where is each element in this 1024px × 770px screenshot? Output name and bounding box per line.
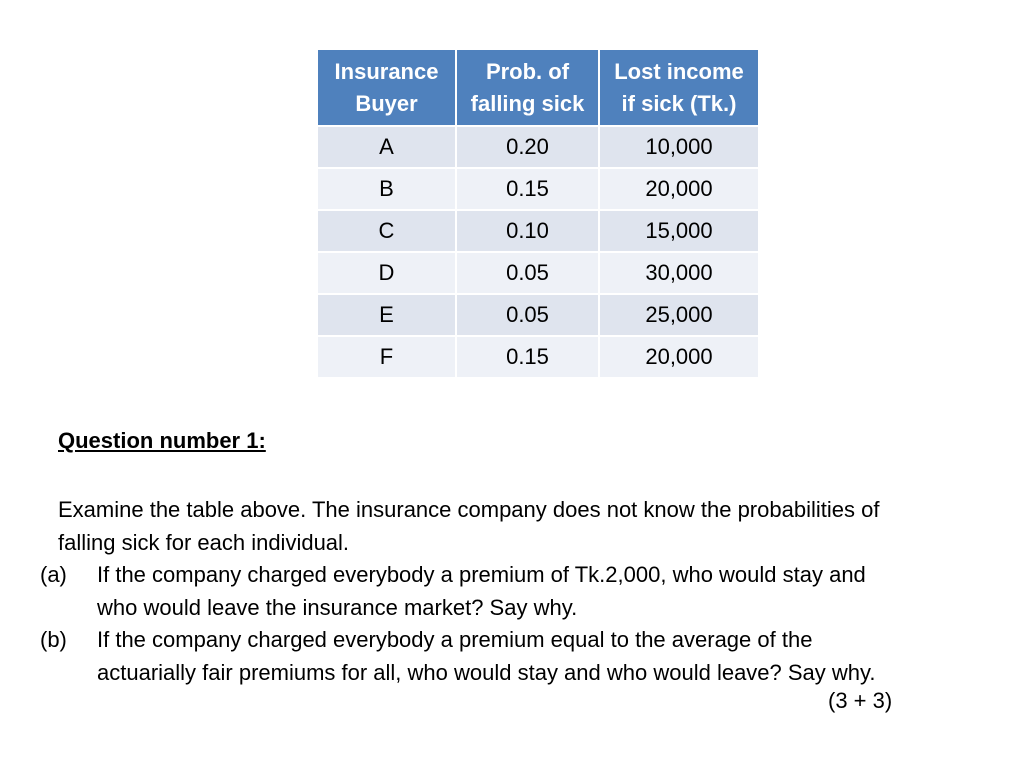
question-title: Question number 1: xyxy=(58,428,266,453)
table-header-row xyxy=(317,49,759,126)
part-label: (b) xyxy=(40,627,67,652)
buyer-cell: D xyxy=(317,252,456,294)
part-line: actuarially fair premiums for all, who would stay and who would leave? Say why. xyxy=(97,660,876,685)
intro-line: Examine the table above. The insurance company does not know the probabilities of xyxy=(58,497,880,522)
buyer-cell: A xyxy=(317,126,456,168)
table-row xyxy=(317,252,759,294)
table-row xyxy=(317,336,759,378)
buyer-cell: B xyxy=(317,168,456,210)
lost-income-cell: 15,000 xyxy=(599,210,759,252)
table-row xyxy=(317,294,759,336)
part-body xyxy=(97,558,866,624)
probability-cell: 0.05 xyxy=(456,252,599,294)
part-label: (a) xyxy=(40,562,67,587)
intro-line: falling sick for each individual. xyxy=(58,530,350,555)
probability-cell: 0.15 xyxy=(456,336,599,378)
table-row xyxy=(317,126,759,168)
table-row xyxy=(317,210,759,252)
lost-income-cell: 10,000 xyxy=(599,126,759,168)
probability-cell: 0.05 xyxy=(456,294,599,336)
header-insurance-buyer: Insurance Buyer xyxy=(317,49,456,126)
probability-cell: 0.10 xyxy=(456,210,599,252)
insurance-table xyxy=(316,48,760,379)
part-line: If the company charged everybody a premium equal to the average of the xyxy=(97,627,813,652)
probability-cell: 0.20 xyxy=(456,126,599,168)
part-body xyxy=(97,623,876,689)
lost-income-cell: 25,000 xyxy=(599,294,759,336)
header-lost-income: Lost income if sick (Tk.) xyxy=(599,49,759,126)
header-prob-falling-sick: Prob. of falling sick xyxy=(456,49,599,126)
part-line: If the company charged everybody a premium of Tk.2,000, who would stay and xyxy=(97,562,866,587)
buyer-cell: C xyxy=(317,210,456,252)
buyer-cell: F xyxy=(317,336,456,378)
table-row xyxy=(317,168,759,210)
lost-income-cell: 20,000 xyxy=(599,168,759,210)
buyer-cell: E xyxy=(317,294,456,336)
marks-allocation: (3 + 3) xyxy=(828,688,893,713)
part-line: who would leave the insurance market? Say why. xyxy=(97,595,578,620)
question-intro xyxy=(58,493,988,559)
lost-income-cell: 30,000 xyxy=(599,252,759,294)
lost-income-cell: 20,000 xyxy=(599,336,759,378)
probability-cell: 0.15 xyxy=(456,168,599,210)
